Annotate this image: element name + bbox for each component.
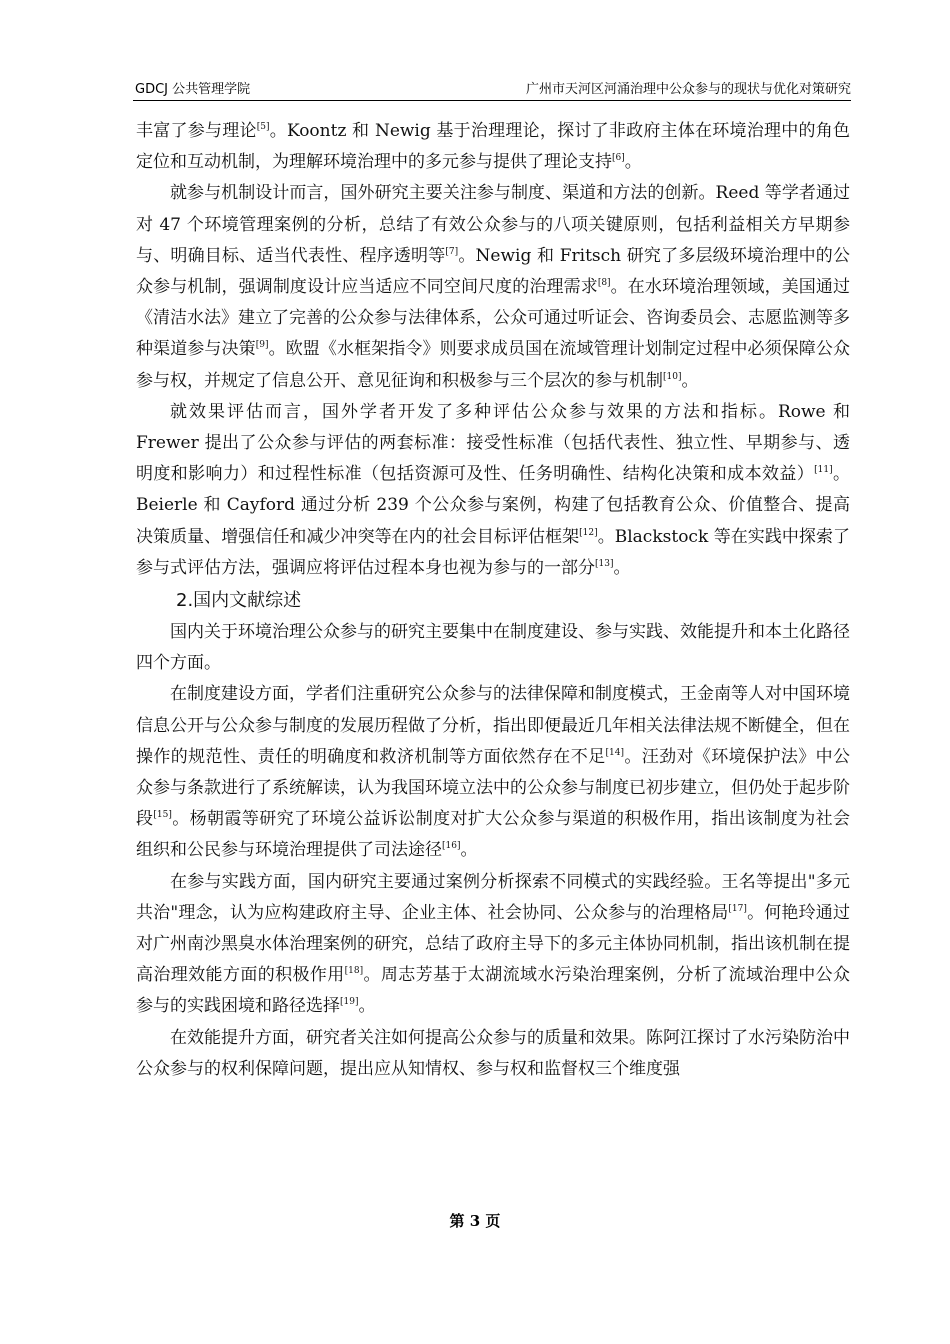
- citation-ref: [9]: [255, 340, 269, 351]
- citation-ref: [8]: [597, 278, 611, 289]
- page-number: 第 3 页: [449, 1212, 501, 1230]
- citation-ref: [19]: [340, 997, 359, 1008]
- section-heading: 2.国内文献综述: [176, 590, 302, 612]
- citation-ref: [12]: [579, 527, 598, 538]
- paragraph: 就参与机制设计而言，国外研究主要关注参与制度、渠道和方法的创新。Reed 等学者通过对 47 个环境管理案例的分析，总结了有效公众参与的八项关键原则，包括利益相关方早期参与、明确目标、适当代表性、程序透明等[7]。Newig 和 Fritsch 研究了多层级环境治理中的公众参与机制，强调制度设计应当适应不同空间尺度的治理需求[8]。在水环境治理领域，美国通过《清洁水法》建立了完善的公众参与法律体系，公众可通过听证会、咨询委员会、志愿监测等多种渠道参与决策[9]。欧盟《水框架指令》则要求成员国在流域管理计划制定过程中必须保障公众参与权，并规定了信息公开、意见征询和积极参与三个层次的参与机制[10]。: [136, 183, 851, 391]
- header-institution: GDCJ 公共管理学院: [135, 82, 251, 97]
- citation-ref: [11]: [814, 465, 833, 476]
- citation-ref: [13]: [595, 558, 614, 569]
- citation-ref: [17]: [728, 903, 747, 914]
- citation-ref: [18]: [344, 966, 364, 977]
- running-header: [133, 76, 851, 101]
- citation-ref: [6]: [612, 153, 625, 164]
- citation-ref: [15]: [153, 810, 172, 821]
- citation-ref: [14]: [605, 747, 624, 758]
- paragraph: 就效果评估而言，国外学者开发了多种评估公众参与效果的方法和指标。Rowe 和 Frewer 提出了公众参与评估的两套标准：接受性标准（包括代表性、独立性、早期参与、透明度和影响力）和过程性标准（包括资源可及性、任务明确性、结构化决策和成本效益）[11]。Beierle 和 Cayford 通过分析 239 个公众参与案例，构建了包括教育公众、价值整合、提高决策质量、增强信任和减少冲突等在内的社会目标评估框架[12]。Blackstock 等在实践中探索了参与式评估方法，强调应将评估过程本身也视为参与的一部分[13]。: [136, 401, 851, 578]
- paragraph: 丰富了参与理论[5]。Koontz 和 Newig 基于治理理论，探讨了非政府主体在环境治理中的角色定位和互动机制，为理解环境治理中的多元参与提供了理论支持[6]。: [136, 121, 851, 173]
- citation-ref: [5]: [256, 122, 270, 132]
- paragraph: 在制度建设方面，学者们注重研究公众参与的法律保障和制度模式，王金南等人对中国环境信息公开与公众参与制度的发展历程做了分析，指出即便最近几年相关法律法规不断健全，但在操作的规范性、责任的明确度和救济机制等方面依然存在不足[14]。汪劲对《环境保护法》中公众参与条款进行了系统解读，认为我国环境立法中的公众参与制度已初步建立，但仍处于起步阶段[15]。杨朝霞等研究了环境公益诉讼制度对扩大公众参与渠道的积极作用，指出该制度为社会组织和公民参与环境治理提供了司法途径[16]。: [136, 684, 851, 861]
- citation-ref: [7]: [445, 246, 459, 257]
- paragraph: 国内关于环境治理公众参与的研究主要集中在制度建设、参与实践、效能提升和本土化路径四个方面。: [136, 622, 850, 674]
- header-thesis-title: 广州市天河区河涌治理中公众参与的现状与优化对策研究: [525, 82, 851, 97]
- citation-ref: [10]: [663, 371, 682, 382]
- body-text: [136, 116, 850, 1085]
- paragraph: 在效能提升方面，研究者关注如何提高公众参与的质量和效果。陈阿江探讨了水污染防治中公众参与的权利保障问题，提出应从知情权、参与权和监督权三个维度强: [136, 1027, 850, 1079]
- paragraph: 在参与实践方面，国内研究主要通过案例分析探索不同模式的实践经验。王名等提出"多元共治"理念，认为应构建政府主导、企业主体、社会协同、公众参与的治理格局[17]。何艳玲通过对广州南沙黑臭水体治理案例的研究，总结了政府主导下的多元主体协同机制，指出该机制在提高治理效能方面的积极作用[18]。周志芳基于太湖流域水污染治理案例，分析了流域治理中公众参与的实践困境和路径选择[19]。: [136, 871, 851, 1017]
- citation-ref: [16]: [442, 841, 461, 852]
